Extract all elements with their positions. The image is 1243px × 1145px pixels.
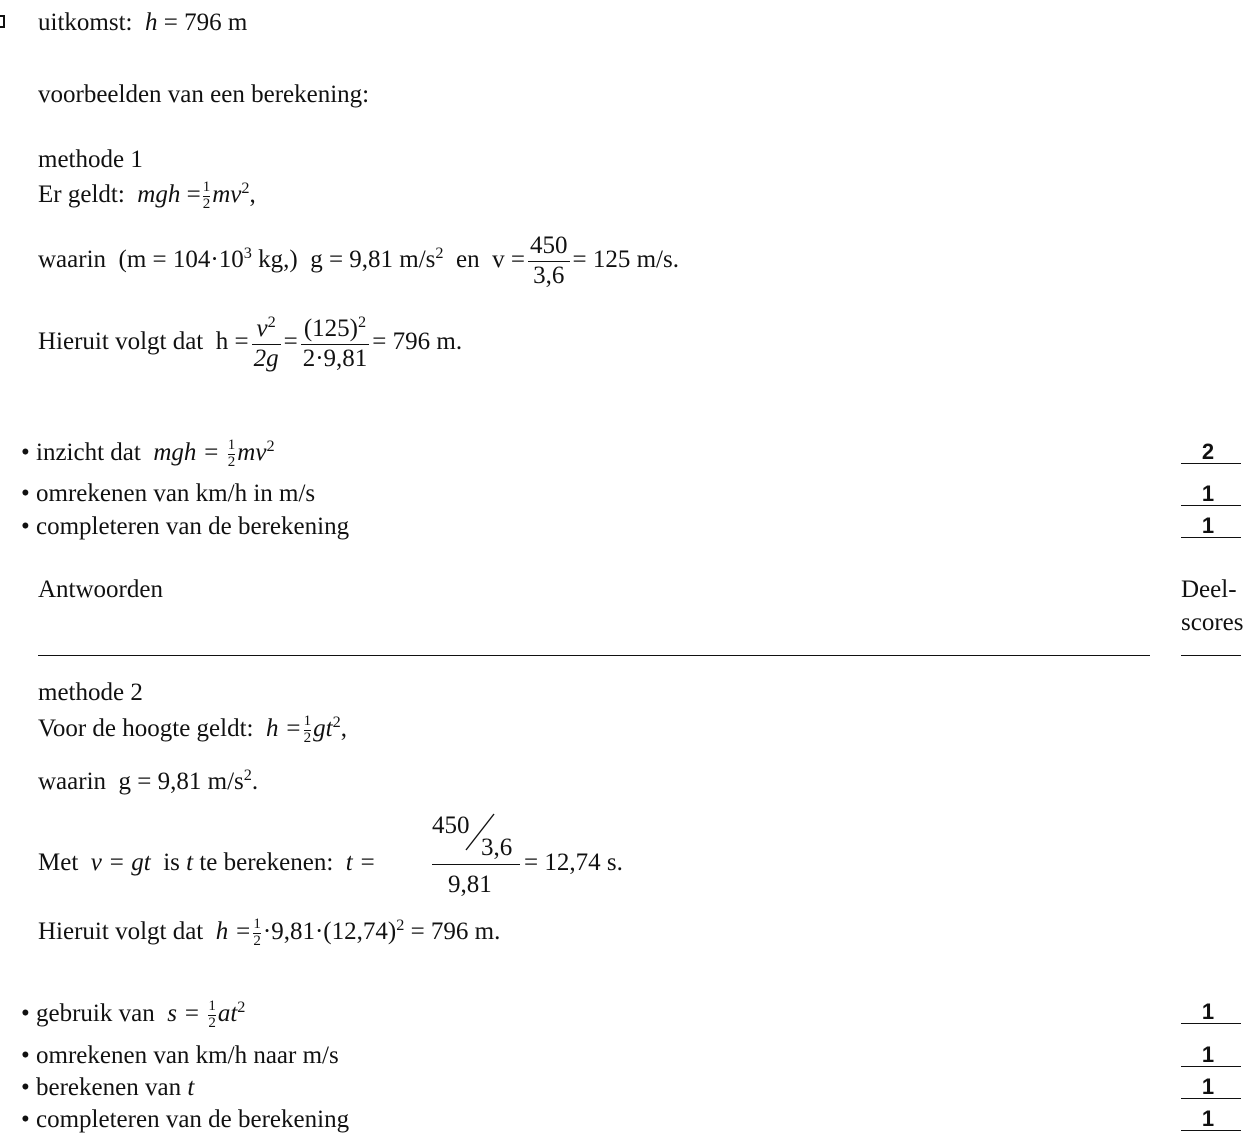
m2-l4-half-den: 2 [253,932,261,949]
m1-l3-text: Hieruit volgt dat [38,327,204,355]
m1-l1-rhs: mv [212,180,242,208]
intro-text: voorbeelden van een berekening: [38,81,370,108]
criteria2-exp-0: 2 [237,998,246,1017]
m2-l1-text: Voor de hoogte geldt: [38,714,254,742]
m2-l2-exp: 2 [243,766,252,784]
m1-l2-m-unit: kg,) [251,245,298,273]
m2-l3-teq: t = [345,849,376,876]
m2-l4-res: = 796 m. [404,917,501,945]
m1-l2-frac [528,232,570,291]
m2-half-num: 1 [303,713,312,729]
criteria1-half [228,438,236,471]
footer-scores-label-1: Deel- [1181,576,1237,603]
method2-line2 [38,767,258,794]
m1-l2-g: g = 9,81 m/s [310,245,436,273]
m2-l4-h: h = [215,917,252,945]
m2-l2-end: . [251,767,259,795]
outcome-var: h [144,9,158,36]
score-cell [1181,1044,1241,1067]
c2-half-den: 2 [208,1014,216,1031]
score-value: 1 [1201,1042,1215,1067]
m2-l4-half [253,917,261,950]
m1-l3-h: h = [215,327,249,355]
method2-title: methode 2 [38,679,143,706]
m1-l2-en: en [456,245,480,273]
criteria1-formula-0: mgh = [153,438,226,466]
criteria2-formula-0: s = [167,999,207,1027]
m1-l2-text: waarin [38,245,107,273]
m2-half-fraction [304,714,312,747]
m2-l3-slash-den: 3,6 [481,834,513,861]
criteria1-text-0: inzicht dat [36,438,141,466]
m2-l4-text: Hieruit volgt dat [38,917,204,945]
outcome-eq: = [163,9,178,36]
m2-l1-exp: 2 [332,713,341,732]
half-fraction [203,180,211,213]
m2-l3-text3: te berekenen: [199,849,334,876]
method1-line1 [38,180,256,213]
c1-half-num: 1 [227,437,236,453]
m2-l2-text: waarin [38,767,107,795]
criteria2-item-2: • berekenen van t [21,1074,195,1101]
m2-l2-g: g = 9,81 m/s [118,767,244,795]
criteria1-text-2: completeren van de berekening [36,513,350,540]
criteria1-exp-0: 2 [266,437,275,456]
m1-l3-f1-den: 2g [253,344,279,372]
score-cell [1181,1108,1241,1131]
method1-line3 [38,313,462,373]
criteria2-text-1: omrekenen van km/h naar m/s [36,1042,339,1069]
m2-l3-res: = 12,74 s. [524,849,623,876]
m2-l3-text1: Met [38,849,79,876]
criteria2-item-0: • gebruik van s = $\frac{1}{2}$ $at^2$ [21,998,246,1031]
score-cell [1181,1076,1241,1099]
criteria2-half [208,999,216,1032]
m2-l1-rhs: gt [313,714,333,742]
m2-l3-text2: is [163,849,180,876]
method2-line3 [38,850,376,875]
criteria1-item-2: • completeren van de berekening [21,513,350,540]
outcome-label: uitkomst: [38,9,133,36]
m1-l2-m-exp: 3 [243,244,252,263]
m2-l3-vgt: v = gt [90,849,151,876]
footer-scores-label-2: scores [1181,609,1243,636]
criteria2-text-2: berekenen van [36,1074,182,1101]
criteria2-var-2: t [187,1074,195,1101]
c2-half-num: 1 [208,998,216,1014]
method2-line4 [38,917,500,950]
m2-l1-h: h = [265,714,302,742]
criteria2-item-1: • omrekenen van km/h naar m/s [21,1042,339,1069]
m2-l3-top-num: 450 [432,812,470,839]
c1-half-den: 2 [227,453,236,470]
m1-l3-f1-exp: 2 [267,313,276,331]
checkbox-icon [0,15,5,28]
criteria1-formula-tail-0: mv [237,438,267,466]
score-value: 1 [1201,513,1215,538]
m2-l4-rest: ·9,81·(12,74) [262,917,397,945]
criteria2-text-3: completeren van de berekening [36,1106,350,1133]
m1-l2-frac-num: 450 [528,232,570,262]
criteria1-text-1: omrekenen van km/h in m/s [36,480,316,507]
m1-l1-end: , [249,180,256,208]
m1-l3-f2-num: (125) [303,314,359,342]
footer-rule-right [1181,655,1241,656]
m1-l1-text: Er geldt: [38,180,125,208]
score-cell [1181,441,1241,464]
m1-l3-res: = 796 m. [372,327,463,355]
half-den: 2 [202,195,211,212]
m1-l2-v-res: = 125 m/s. [572,245,679,273]
m1-l3-f2-den: 2·9,81 [302,344,368,372]
method1-line2 [38,232,679,291]
criteria2-item-3: • completeren van de berekening [21,1106,350,1133]
score-value: 1 [1201,999,1215,1024]
outcome-line [38,10,247,35]
method1-title: methode 1 [38,146,143,173]
m1-l2-g-exp: 2 [435,244,444,263]
m1-l3-f1-num: v [256,314,268,342]
score-value: 1 [1201,1106,1215,1131]
criteria2-text-0: gebruik van [36,999,155,1027]
half-num: 1 [202,179,211,195]
score-cell [1181,1001,1241,1024]
m1-l3-frac2 [301,313,370,373]
outcome-value: 796 m [184,9,248,36]
m1-l2-frac-den: 3,6 [533,261,565,289]
m1-l2-v: v = [492,245,526,273]
m1-l3-frac1 [252,313,281,373]
m2-l3-t: t [186,849,194,876]
m2-l1-end: , [340,714,347,742]
footer-rule-left [38,655,1150,656]
score-value: 2 [1201,439,1215,464]
m1-l2-m: (m = 104·10 [118,245,244,273]
score-value: 1 [1201,481,1215,506]
footer-answers-label: Antwoorden [38,576,163,603]
score-cell [1181,515,1241,538]
score-cell [1181,483,1241,506]
criteria1-item-0: • inzicht dat mgh = $\frac{1}{2}$ $mv^2$ [21,437,275,470]
m2-half-den: 2 [303,729,312,746]
m1-l1-lhs: mgh [137,180,181,208]
m1-l1-exp: 2 [241,179,250,198]
m2-l3-frac-bar [432,864,520,865]
m2-l4-half-num: 1 [253,916,261,932]
criteria2-formula-tail-0: at [217,999,238,1027]
criteria1-item-1: • omrekenen van km/h in m/s [21,480,316,507]
method2-line1 [38,714,347,747]
m1-l1-eq: = [186,180,201,208]
m2-l3-den: 9,81 [448,871,492,898]
m1-l3-f2-exp: 2 [358,313,367,331]
score-value: 1 [1201,1074,1215,1099]
m1-l3-eq: = [283,327,298,355]
m2-l4-exp: 2 [396,916,405,935]
